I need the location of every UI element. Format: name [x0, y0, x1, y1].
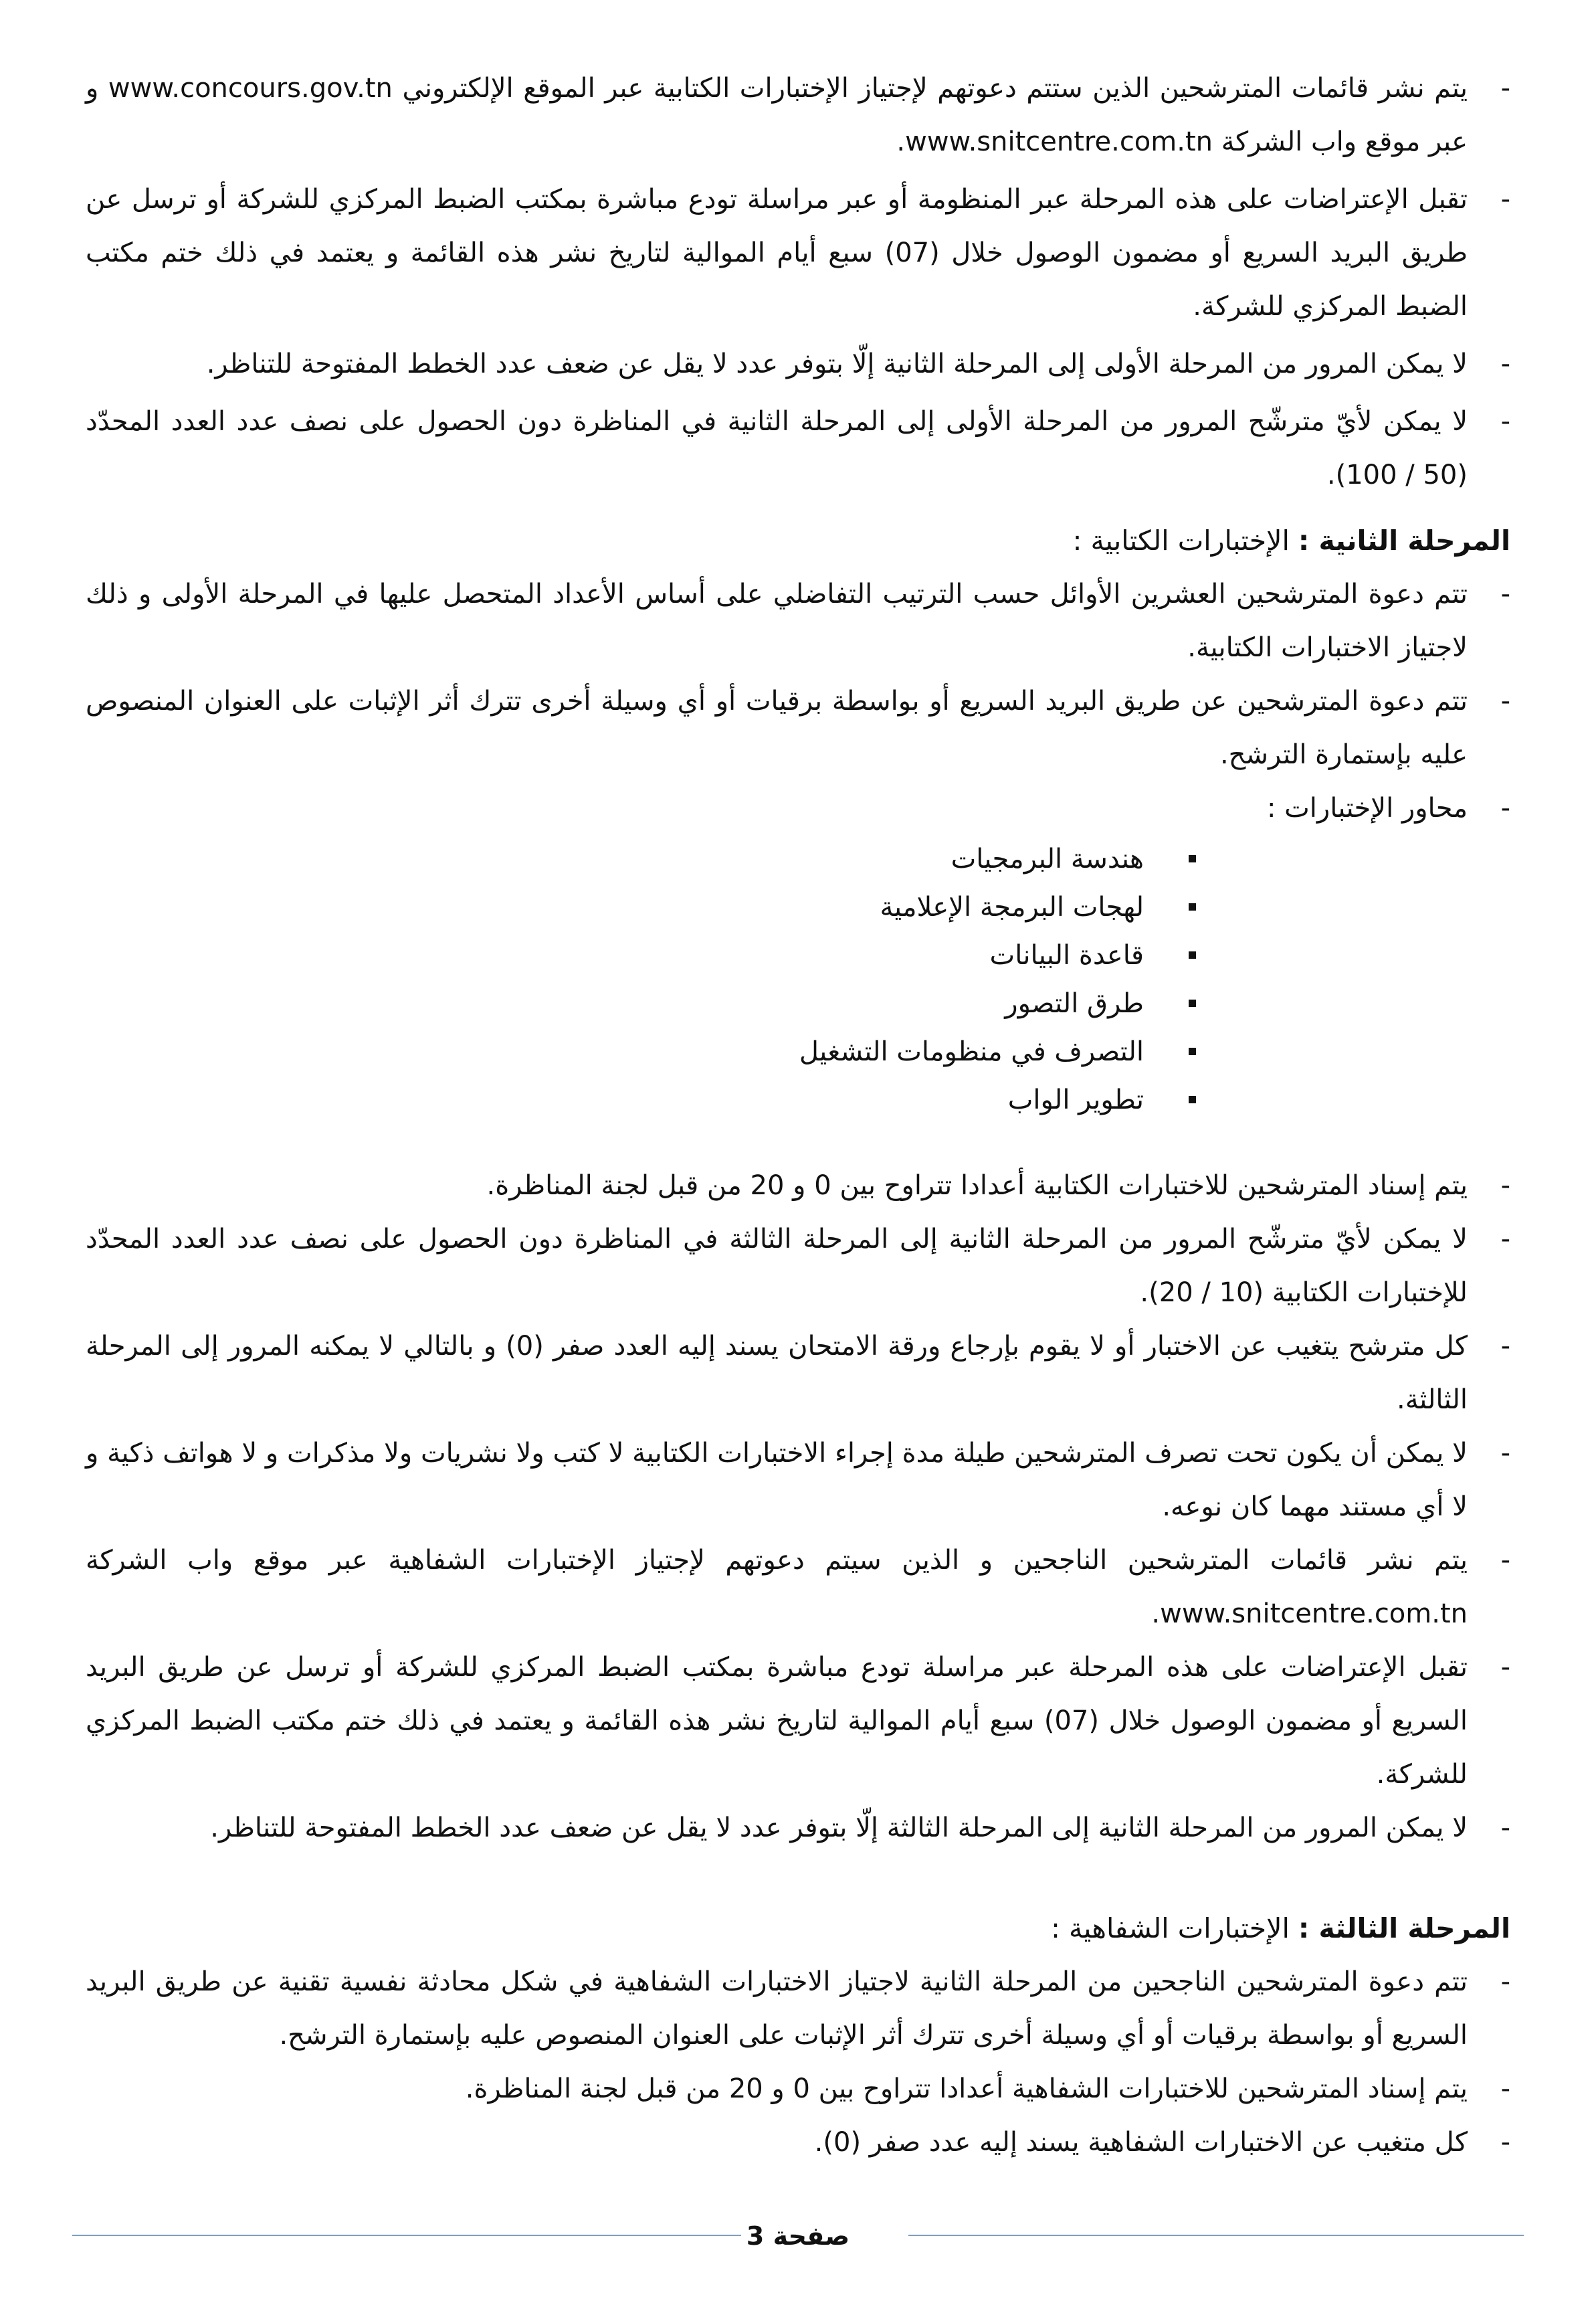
topic-item: هندسة البرمجيات — [86, 835, 1196, 883]
topic-item: لهجات البرمجة الإعلامية — [86, 883, 1196, 931]
stage2-list-b — [86, 1159, 1510, 1855]
list-item: - تتم دعوة المترشحين الناجحين من المرحلة الثانية لاجتياز الاختبارات الشفاهية في شكل محادثة نفسية تقنية عن طريق البريد السريع أو بواسطة برقيات أو أي وسيلة أخرى تترك أثر الإثبات على العنوان المنصوص عليه بإستمارة الترشح. — [86, 1955, 1510, 2062]
topic-item: طرق التصور — [86, 980, 1196, 1028]
list-item: - كل متغيب عن الاختبارات الشفاهية يسند إليه عدد صفر (0). — [86, 2116, 1510, 2169]
stage2-heading — [86, 514, 1510, 567]
list-item: - محاور الإختبارات : — [86, 781, 1510, 835]
topics-list — [86, 835, 1510, 1124]
list-item: - لا يمكن المرور من المرحلة الثانية إلى المرحلة الثالثة إلّا بتوفر عدد لا يقل عن ضعف عدد الخطط المفتوحة للتناظر. — [86, 1801, 1510, 1855]
page-number: صفحة 3 — [746, 2221, 850, 2251]
list-item: - لا يمكن لأيّ مترشّح المرور من المرحلة الأولى إلى المرحلة الثانية في المناظرة دون الحصول على نصف عدد العدد المحدّد (50 / 100). — [86, 395, 1510, 502]
list-item: - لا يمكن المرور من المرحلة الأولى إلى المرحلة الثانية إلّا بتوفر عدد لا يقل عن ضعف عدد الخطط المفتوحة للتناظر. — [86, 337, 1510, 391]
list-item: - لا يمكن لأيّ مترشّح المرور من المرحلة الثانية إلى المرحلة الثالثة في المناظرة دون الحصول على نصف عدد العدد المحدّد للإختبارات الكتابية (10 / 20). — [86, 1212, 1510, 1319]
list-item: - يتم إسناد المترشحين للاختبارات الكتابية أعدادا تتراوح بين 0 و 20 من قبل لجنة المناظرة. — [86, 1159, 1510, 1212]
list-item: - تتم دعوة المترشحين عن طريق البريد السريع أو بواسطة برقيات أو أي وسيلة أخرى تترك أثر الإثبات على العنوان المنصوص عليه بإستمارة الترشح. — [86, 674, 1510, 781]
list-item: - يتم إسناد المترشحين للاختبارات الشفاهية أعدادا تتراوح بين 0 و 20 من قبل لجنة المناظرة. — [86, 2062, 1510, 2116]
list-item: - يتم نشر قائمات المترشحين الناجحين و الذين سيتم دعوتهم لإجتياز الإختبارات الشفاهية عبر موقع واب الشركة www.snitcentre.com.tn. — [86, 1534, 1510, 1641]
topic-item: قاعدة البيانات — [86, 931, 1196, 980]
spacer — [86, 1124, 1510, 1159]
stage3-heading-bold: المرحلة الثالثة : — [1298, 1912, 1510, 1944]
stage2-list-a — [86, 567, 1510, 835]
footer-rule-left — [72, 2235, 741, 2236]
topic-item: التصرف في منظومات التشغيل — [86, 1028, 1196, 1076]
stage1-list — [86, 62, 1510, 502]
list-item: - تقبل الإعتراضات على هذه المرحلة عبر مراسلة تودع مباشرة بمكتب الضبط المركزي للشركة أو ترسل عن طريق البريد السريع أو مضمون الوصول خلال (07) سبع أيام الموالية لتاريخ نشر هذه القائمة و يعتمد في ذلك ختم مكتب الضبط المركزي للشركة. — [86, 1641, 1510, 1801]
spacer — [86, 1855, 1510, 1889]
stage2-heading-bold: المرحلة الثانية : — [1298, 525, 1510, 557]
stage3-heading-rest: الإختبارات الشفاهية : — [1051, 1912, 1298, 1944]
page-footer — [72, 2216, 1524, 2256]
list-item: - كل مترشح يتغيب عن الاختبار أو لا يقوم بإرجاع ورقة الامتحان يسند إليه العدد صفر (0) و بالتالي لا يمكنه المرور إلى المرحلة الثالثة. — [86, 1319, 1510, 1426]
stage2-heading-rest: الإختبارات الكتابية : — [1072, 525, 1298, 557]
list-item: - تقبل الإعتراضات على هذه المرحلة عبر المنظومة أو عبر مراسلة تودع مباشرة بمكتب الضبط المركزي للشركة أو ترسل عن طريق البريد السريع أو مضمون الوصول خلال (07) سبع أيام الموالية لتاريخ نشر هذه القائمة و يعتمد في ذلك ختم مكتب الضبط المركزي للشركة. — [86, 173, 1510, 333]
footer-rule-right — [908, 2235, 1524, 2236]
list-item: - يتم نشر قائمات المترشحين الذين ستتم دعوتهم لإجتياز الإختبارات الكتابية عبر الموقع الإلكتروني www.concours.gov.tn و عبر موقع واب الشركة www.snitcentre.com.tn. — [86, 62, 1510, 169]
stage3-heading — [86, 1901, 1510, 1955]
list-item: - لا يمكن أن يكون تحت تصرف المترشحين طيلة مدة إجراء الاختبارات الكتابية لا كتب ولا نشريات ولا مذكرات و لا هواتف ذكية و لا أي مستند مهما كان نوعه. — [86, 1426, 1510, 1534]
list-item: - تتم دعوة المترشحين العشرين الأوائل حسب الترتيب التفاضلي على أساس الأعداد المتحصل عليها في المرحلة الأولى و ذلك لاجتياز الاختبارات الكتابية. — [86, 567, 1510, 674]
stage3-list — [86, 1955, 1510, 2169]
topic-item: تطوير الواب — [86, 1076, 1196, 1124]
